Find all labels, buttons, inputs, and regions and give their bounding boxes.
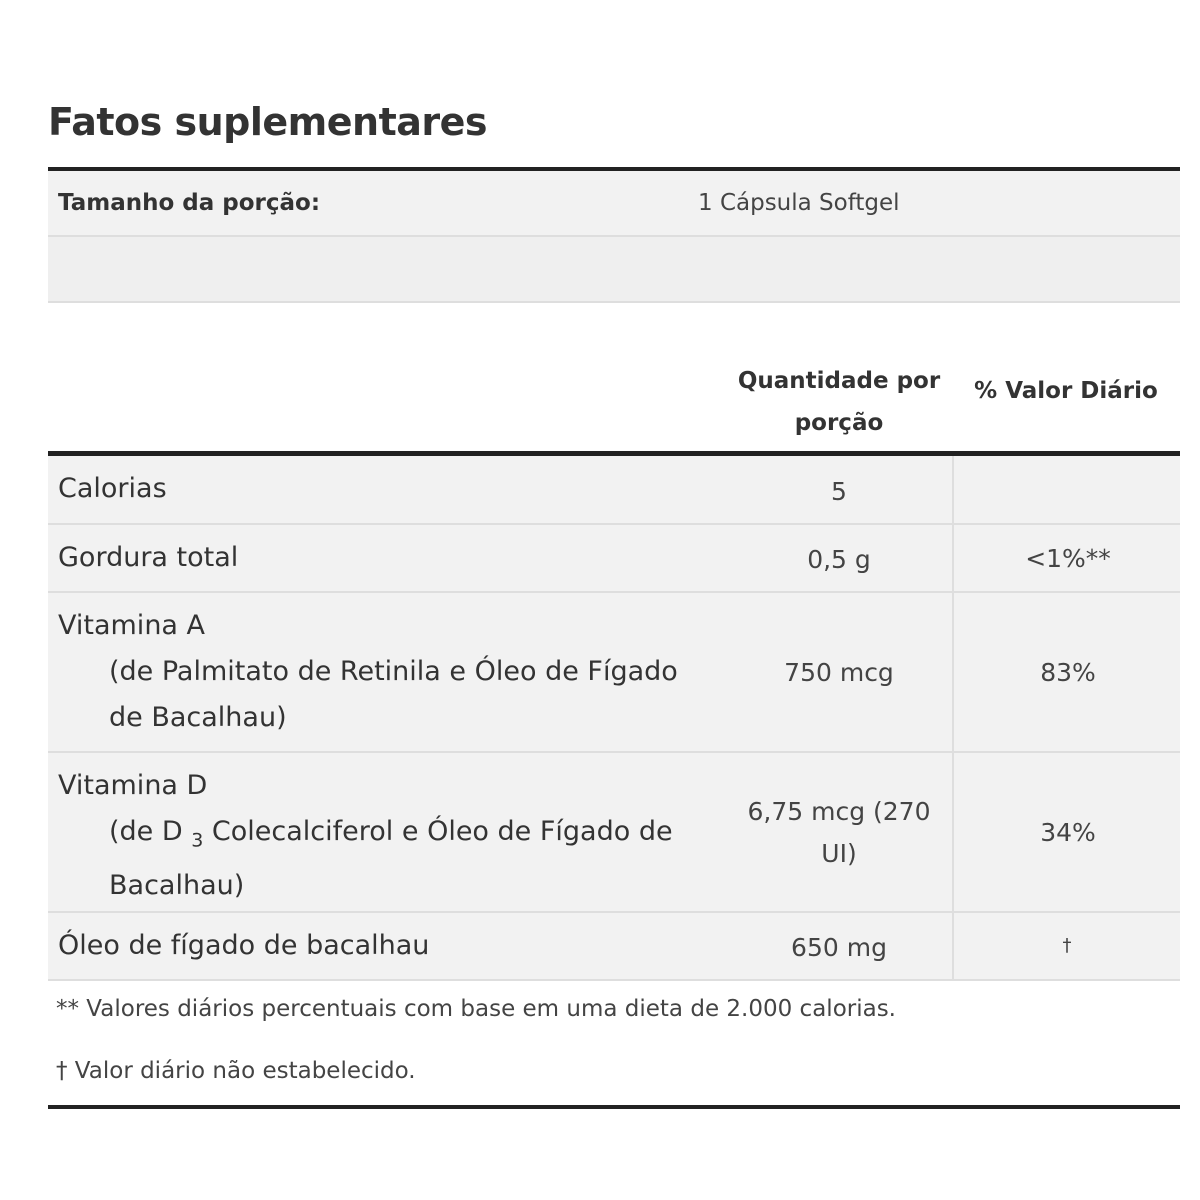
table-row — [48, 456, 1180, 525]
detail-prefix: (de D — [109, 816, 192, 847]
nutrient-name-block — [58, 603, 718, 741]
nutrient-detail — [58, 809, 718, 909]
nutrient-amount: 650 mg — [791, 933, 887, 962]
nutrient-name: Vitamina A — [58, 610, 206, 641]
nutrient-amount: 750 mcg — [784, 658, 894, 687]
nutrient-amount: 0,5 g — [807, 545, 871, 574]
nutrient-amount: 5 — [831, 477, 847, 506]
table-row — [48, 753, 1180, 913]
nutrient-name: Vitamina D — [58, 770, 208, 801]
bottom-divider — [48, 1105, 1180, 1109]
daily-value-header: % Valor Diário — [974, 378, 1158, 404]
detail-suffix: Colecalciferol e Óleo de Fígado de Bacalhau) — [109, 816, 673, 902]
nutrient-amount: 6,75 mcg (270 UI) — [747, 797, 931, 868]
detail-subscript: 3 — [191, 829, 204, 852]
nutrient-name: Óleo de fígado de bacalhau — [58, 930, 430, 961]
table-row — [48, 913, 1180, 981]
serving-size-row — [48, 171, 1180, 237]
nutrient-name: Calorias — [58, 473, 167, 504]
nutrient-daily-value: <1%** — [952, 525, 1182, 591]
nutrient-daily-value: 34% — [952, 753, 1182, 911]
amount-per-serving-header: Quantidade por porção — [737, 368, 941, 436]
serving-size-value: 1 Cápsula Softgel — [698, 190, 900, 216]
nutrient-daily-value: 83% — [952, 593, 1182, 751]
table-row — [48, 525, 1180, 593]
nutrient-daily-value: † — [952, 913, 1180, 979]
table-row — [48, 593, 1180, 753]
footnote-daily-values: ** Valores diários percentuais com base em uma dieta de 2.000 calorias. — [56, 996, 896, 1022]
serving-size-label: Tamanho da porção: — [58, 190, 321, 216]
nutrient-detail: (de Palmitato de Retinila e Óleo de Fígado de Bacalhau) — [109, 656, 678, 733]
footnote-not-established: † Valor diário não estabelecido. — [56, 1058, 416, 1084]
nutrient-name: Gordura total — [58, 542, 239, 573]
page-title: Fatos suplementares — [48, 100, 488, 144]
nutrient-daily-value — [952, 456, 1182, 523]
empty-row — [48, 237, 1180, 303]
nutrient-name-block — [58, 763, 718, 909]
